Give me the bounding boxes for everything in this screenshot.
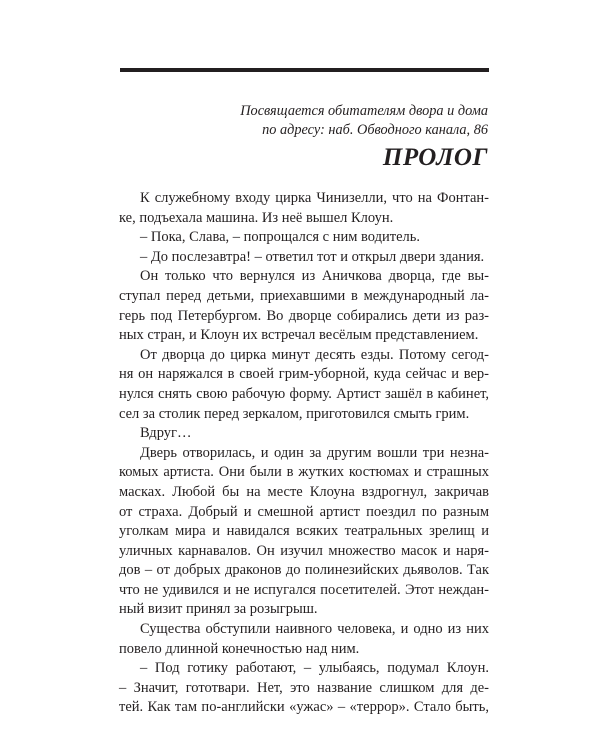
text-line: дов – от добрых драконов до полинезийских дьяволов. Так [119, 562, 489, 579]
text-line: Вдруг… [140, 425, 192, 442]
text-line: тей. Как там по-английски «ужас» – «террор». Стало быть, [119, 699, 489, 716]
dedication-line: Посвящается обитателям двора и дома [240, 103, 488, 119]
text-line: От дворца до цирка минут десять езды. Потому сегод- [140, 346, 489, 363]
text-line: – Пока, Слава, – попрощался с ним водитель. [140, 229, 420, 246]
body-text [119, 189, 489, 718]
text-line: ступал перед детьми, приехавшими в международный ла- [119, 287, 489, 304]
text-line: герь под Петербургом. Во дворце собирались дети из раз- [119, 307, 489, 324]
top-rule [120, 68, 489, 72]
text-line: сел за столик перед зеркалом, приготовился смыть грим. [119, 405, 470, 422]
text-line: что не удивился и не испугался посетителей. Этот неждан- [119, 581, 489, 598]
dedication-line: по адресу: наб. Обводного канала, 86 [262, 122, 488, 138]
chapter-title: ПРОЛОГ [382, 144, 488, 171]
text-line: Существа обступили наивного человека, и одно из них [140, 621, 489, 638]
text-line: повело длинной конечностью над ним. [119, 640, 360, 657]
text-line: ке, подъехала машина. Из неё вышел Клоун. [119, 209, 394, 226]
text-line: ный визит принял за розыгрыш. [119, 601, 318, 618]
text-line: комых артиста. Они были в жутких костюмах и страшных [119, 464, 489, 481]
text-line: нулся снять свою рабочую форму. Артист зашёл в кабинет, [119, 385, 489, 402]
text-line: Дверь отворилась, и один за другим вошли три незна- [140, 444, 489, 461]
text-line: – До послезавтра! – ответил тот и открыл двери здания. [140, 248, 485, 265]
text-line: ня он наряжался в своей грим-уборной, куда сейчас и вер- [119, 366, 489, 383]
text-line: ных стран, и Клоун их встречал весёлым представлением. [119, 327, 479, 344]
text-line: уличных карнавалов. Он изучил множество масок и наря- [119, 542, 489, 559]
text-line: Он только что вернулся из Аничкова дворца, где вы- [140, 268, 489, 285]
text-line: от страха. Добрый и смешной артист поездил по разным [119, 503, 489, 520]
text-line: – Значит, гототвари. Нет, это название слишком для де- [119, 679, 489, 696]
dedication [120, 102, 488, 140]
text-line: К служебному входу цирка Чинизелли, что на Фонтан- [140, 190, 489, 206]
text-line: – Под готику работают, – улыбаясь, подумал Клоун. [140, 660, 489, 677]
text-line: масках. Любой бы на месте Клоуна вздрогнул, закричав [119, 483, 489, 500]
text-line: уголкам мира и навидался всяких театральных зрелищ и [119, 523, 489, 540]
